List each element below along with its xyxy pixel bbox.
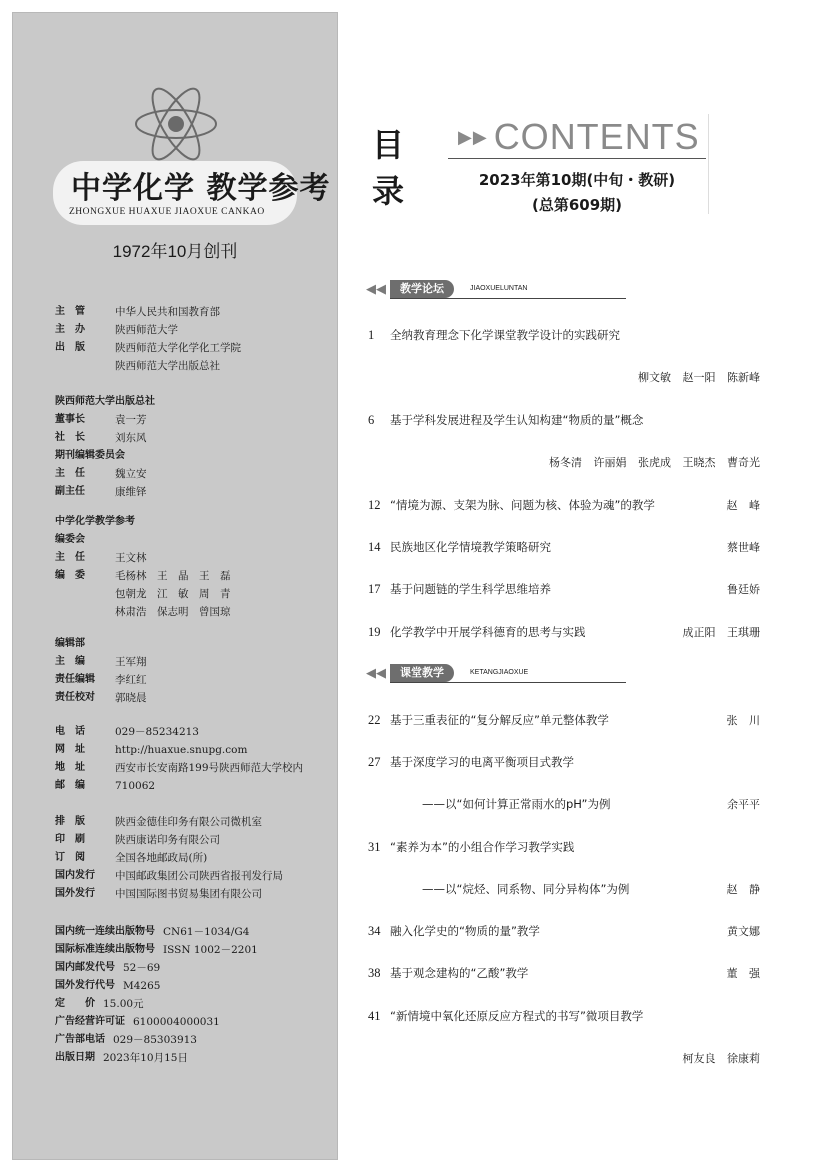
section-banner-teaching-forum xyxy=(366,280,626,300)
section-pinyin: JIAOXUELUNTAN xyxy=(470,285,528,292)
toc-authors: 赵 峰 xyxy=(726,499,760,512)
double-left-arrow-icon: ◀◀ xyxy=(366,282,386,297)
toc-entry[interactable]: 6 基于学科发展进程及学生认知构建“物质的量”概念 xyxy=(368,413,644,427)
info-row: 国内统一连续出版物号 CN61－1034/G4 xyxy=(55,926,250,938)
section-tag: 教学论坛 xyxy=(390,280,454,298)
section-tag: 课堂教学 xyxy=(390,664,454,682)
info-row: 社 长 刘东风 xyxy=(55,432,147,444)
atom-icon xyxy=(133,81,219,167)
section-banner-classroom-teaching xyxy=(366,664,626,684)
info-group-editorial-board xyxy=(55,513,231,621)
toc-authors: 成正阳 王琪珊 xyxy=(682,626,760,639)
info-group-press xyxy=(55,393,155,501)
info-group-editorial-dept xyxy=(55,635,147,707)
toc-entry[interactable]: 41 “新情境中氧化还原反应方程式的书写”微项目教学 xyxy=(368,1009,644,1023)
info-row: 出版日期 2023年10月15日 xyxy=(55,1052,188,1064)
toc-authors: 鲁廷娇 xyxy=(727,583,760,596)
issue-total: (总第609期) xyxy=(531,196,623,214)
info-row: 邮 编 710062 xyxy=(55,780,156,792)
toc-authors: 杨冬清 许丽娟 张虎成 王晓杰 曹奇光 xyxy=(549,456,760,469)
toc-authors: 柯友良 徐康莉 xyxy=(682,1052,760,1065)
info-row: 定 价 15.00元 xyxy=(55,998,144,1010)
toc-entry[interactable]: 19 化学教学中开展学科德育的思考与实践 xyxy=(368,625,586,639)
info-row: 订 阅 全国各地邮政局(所) xyxy=(55,852,208,864)
issue-info xyxy=(448,168,706,218)
masthead-sidebar xyxy=(12,12,338,1160)
toc-entry[interactable]: 22 基于三重表征的“复分解反应”单元整体教学 xyxy=(368,713,609,727)
info-row: 地 址 西安市长安南路199号陕西师范大学校内 xyxy=(55,762,304,774)
info-row: 国外发行代号 M4265 xyxy=(55,980,161,992)
info-row: 印 刷 陕西康诺印务有限公司 xyxy=(55,834,220,846)
section-pinyin: KETANGJIAOXUE xyxy=(470,669,529,676)
divider xyxy=(390,298,626,299)
toc-entry[interactable]: 38 基于观念建构的“乙酸”教学 xyxy=(368,966,529,980)
info-heading: 期刊编辑委员会 xyxy=(55,450,125,461)
info-row: 出 版 陕西师范大学化学化工学院 xyxy=(55,342,241,354)
info-row: 国外发行 中国国际图书贸易集团有限公司 xyxy=(55,888,262,900)
info-heading: 中学化学教学参考 xyxy=(55,516,135,527)
info-row: 主 编 王军翔 xyxy=(55,656,147,668)
toc-authors: 余平平 xyxy=(727,798,760,811)
info-row: 董事长 袁一芳 xyxy=(55,414,147,426)
toc-entry[interactable]: 1 全纳教育理念下化学课堂教学设计的实践研究 xyxy=(368,328,620,342)
contents-title: ▶▶ CONTENTS xyxy=(458,116,700,157)
toc-authors: 柳文敏 赵一阳 陈新峰 xyxy=(638,371,760,384)
info-row: 编 委 毛杨林 王 晶 王 磊 xyxy=(55,570,231,582)
toc-subtitle: ——以“烷烃、同系物、同分异构体”为例 xyxy=(422,882,630,896)
info-row: 国内邮发代号 52－69 xyxy=(55,962,161,974)
toc-subtitle: ——以“如何计算正常雨水的pH”为例 xyxy=(422,797,611,811)
info-row: 主 办 陕西师范大学 xyxy=(55,324,178,336)
info-group-sponsors xyxy=(55,303,241,375)
info-row: 电 话 029－85234213 xyxy=(55,726,199,738)
info-row: 主 管 中华人民共和国教育部 xyxy=(55,306,220,318)
founded-date: 1972年10月创刊 xyxy=(112,242,238,261)
toc-entry[interactable]: 31 “素养为本”的小组合作学习教学实践 xyxy=(368,840,575,854)
toc-entry[interactable]: 14 民族地区化学情境教学策略研究 xyxy=(368,540,551,554)
info-group-printing xyxy=(55,813,283,903)
info-row: 排 版 陕西金德佳印务有限公司微机室 xyxy=(55,816,262,828)
info-row: 网 址 http://huaxue.snupg.com xyxy=(55,744,248,756)
double-left-arrow-icon: ◀◀ xyxy=(366,666,386,681)
info-row: 责任校对 郭晓晨 xyxy=(55,692,147,704)
info-row: 主 任 魏立安 xyxy=(55,468,147,480)
toc-authors: 蔡世峰 xyxy=(727,541,760,554)
divider xyxy=(448,158,706,159)
journal-logo-text: 中学化学 教学参考 xyxy=(71,171,331,206)
info-heading: 编委会 xyxy=(55,534,85,545)
toc-entry[interactable]: 27 基于深度学习的电离平衡项目式教学 xyxy=(368,755,574,769)
toc-entry[interactable]: 17 基于问题链的学生科学思维培养 xyxy=(368,582,551,596)
toc-authors: 董 强 xyxy=(726,967,760,980)
toc-entry[interactable]: 34 融入化学史的“物质的量”教学 xyxy=(368,924,540,938)
info-row: 广告经营许可证 6100004000031 xyxy=(55,1016,220,1028)
info-row: 林肃浩 保志明 曾国琼 xyxy=(115,606,231,618)
info-heading: 编辑部 xyxy=(55,638,85,649)
info-row: 副主任 康维铎 xyxy=(55,486,147,498)
info-group-contact xyxy=(55,723,303,795)
info-row: 国际标准连续出版物号 ISSN 1002－2201 xyxy=(55,944,258,956)
toc-entry[interactable]: 12 “情境为源、支架为脉、问题为核、体验为魂”的教学 xyxy=(368,498,655,512)
toc-authors: 黄文娜 xyxy=(727,925,760,938)
info-row: 包朝龙 江 敏 周 青 xyxy=(115,588,231,600)
info-row: 陕西师范大学出版总社 xyxy=(115,360,220,372)
info-row: 责任编辑 李红红 xyxy=(55,674,147,686)
journal-logo xyxy=(53,161,331,225)
toc-authors: 张 川 xyxy=(726,714,760,727)
journal-logo-pinyin: ZHONGXUE HUAXUE JIAOXUE CANKAO xyxy=(69,207,265,217)
info-group-registration xyxy=(55,923,258,1067)
divider xyxy=(390,682,626,683)
info-row: 广告部电话 029－85303913 xyxy=(55,1034,197,1046)
info-row: 主 任 王文林 xyxy=(55,552,147,564)
info-row: 国内发行 中国邮政集团公司陕西省报刊发行局 xyxy=(55,870,283,882)
issue-number: 2023年第10期(中旬・教研) xyxy=(478,171,676,189)
info-heading: 陕西师范大学出版总社 xyxy=(55,396,155,407)
fast-forward-icon: ▶▶ xyxy=(458,127,488,147)
mulu-heading: 目 录 xyxy=(372,126,405,210)
toc-authors: 赵 静 xyxy=(726,883,760,896)
